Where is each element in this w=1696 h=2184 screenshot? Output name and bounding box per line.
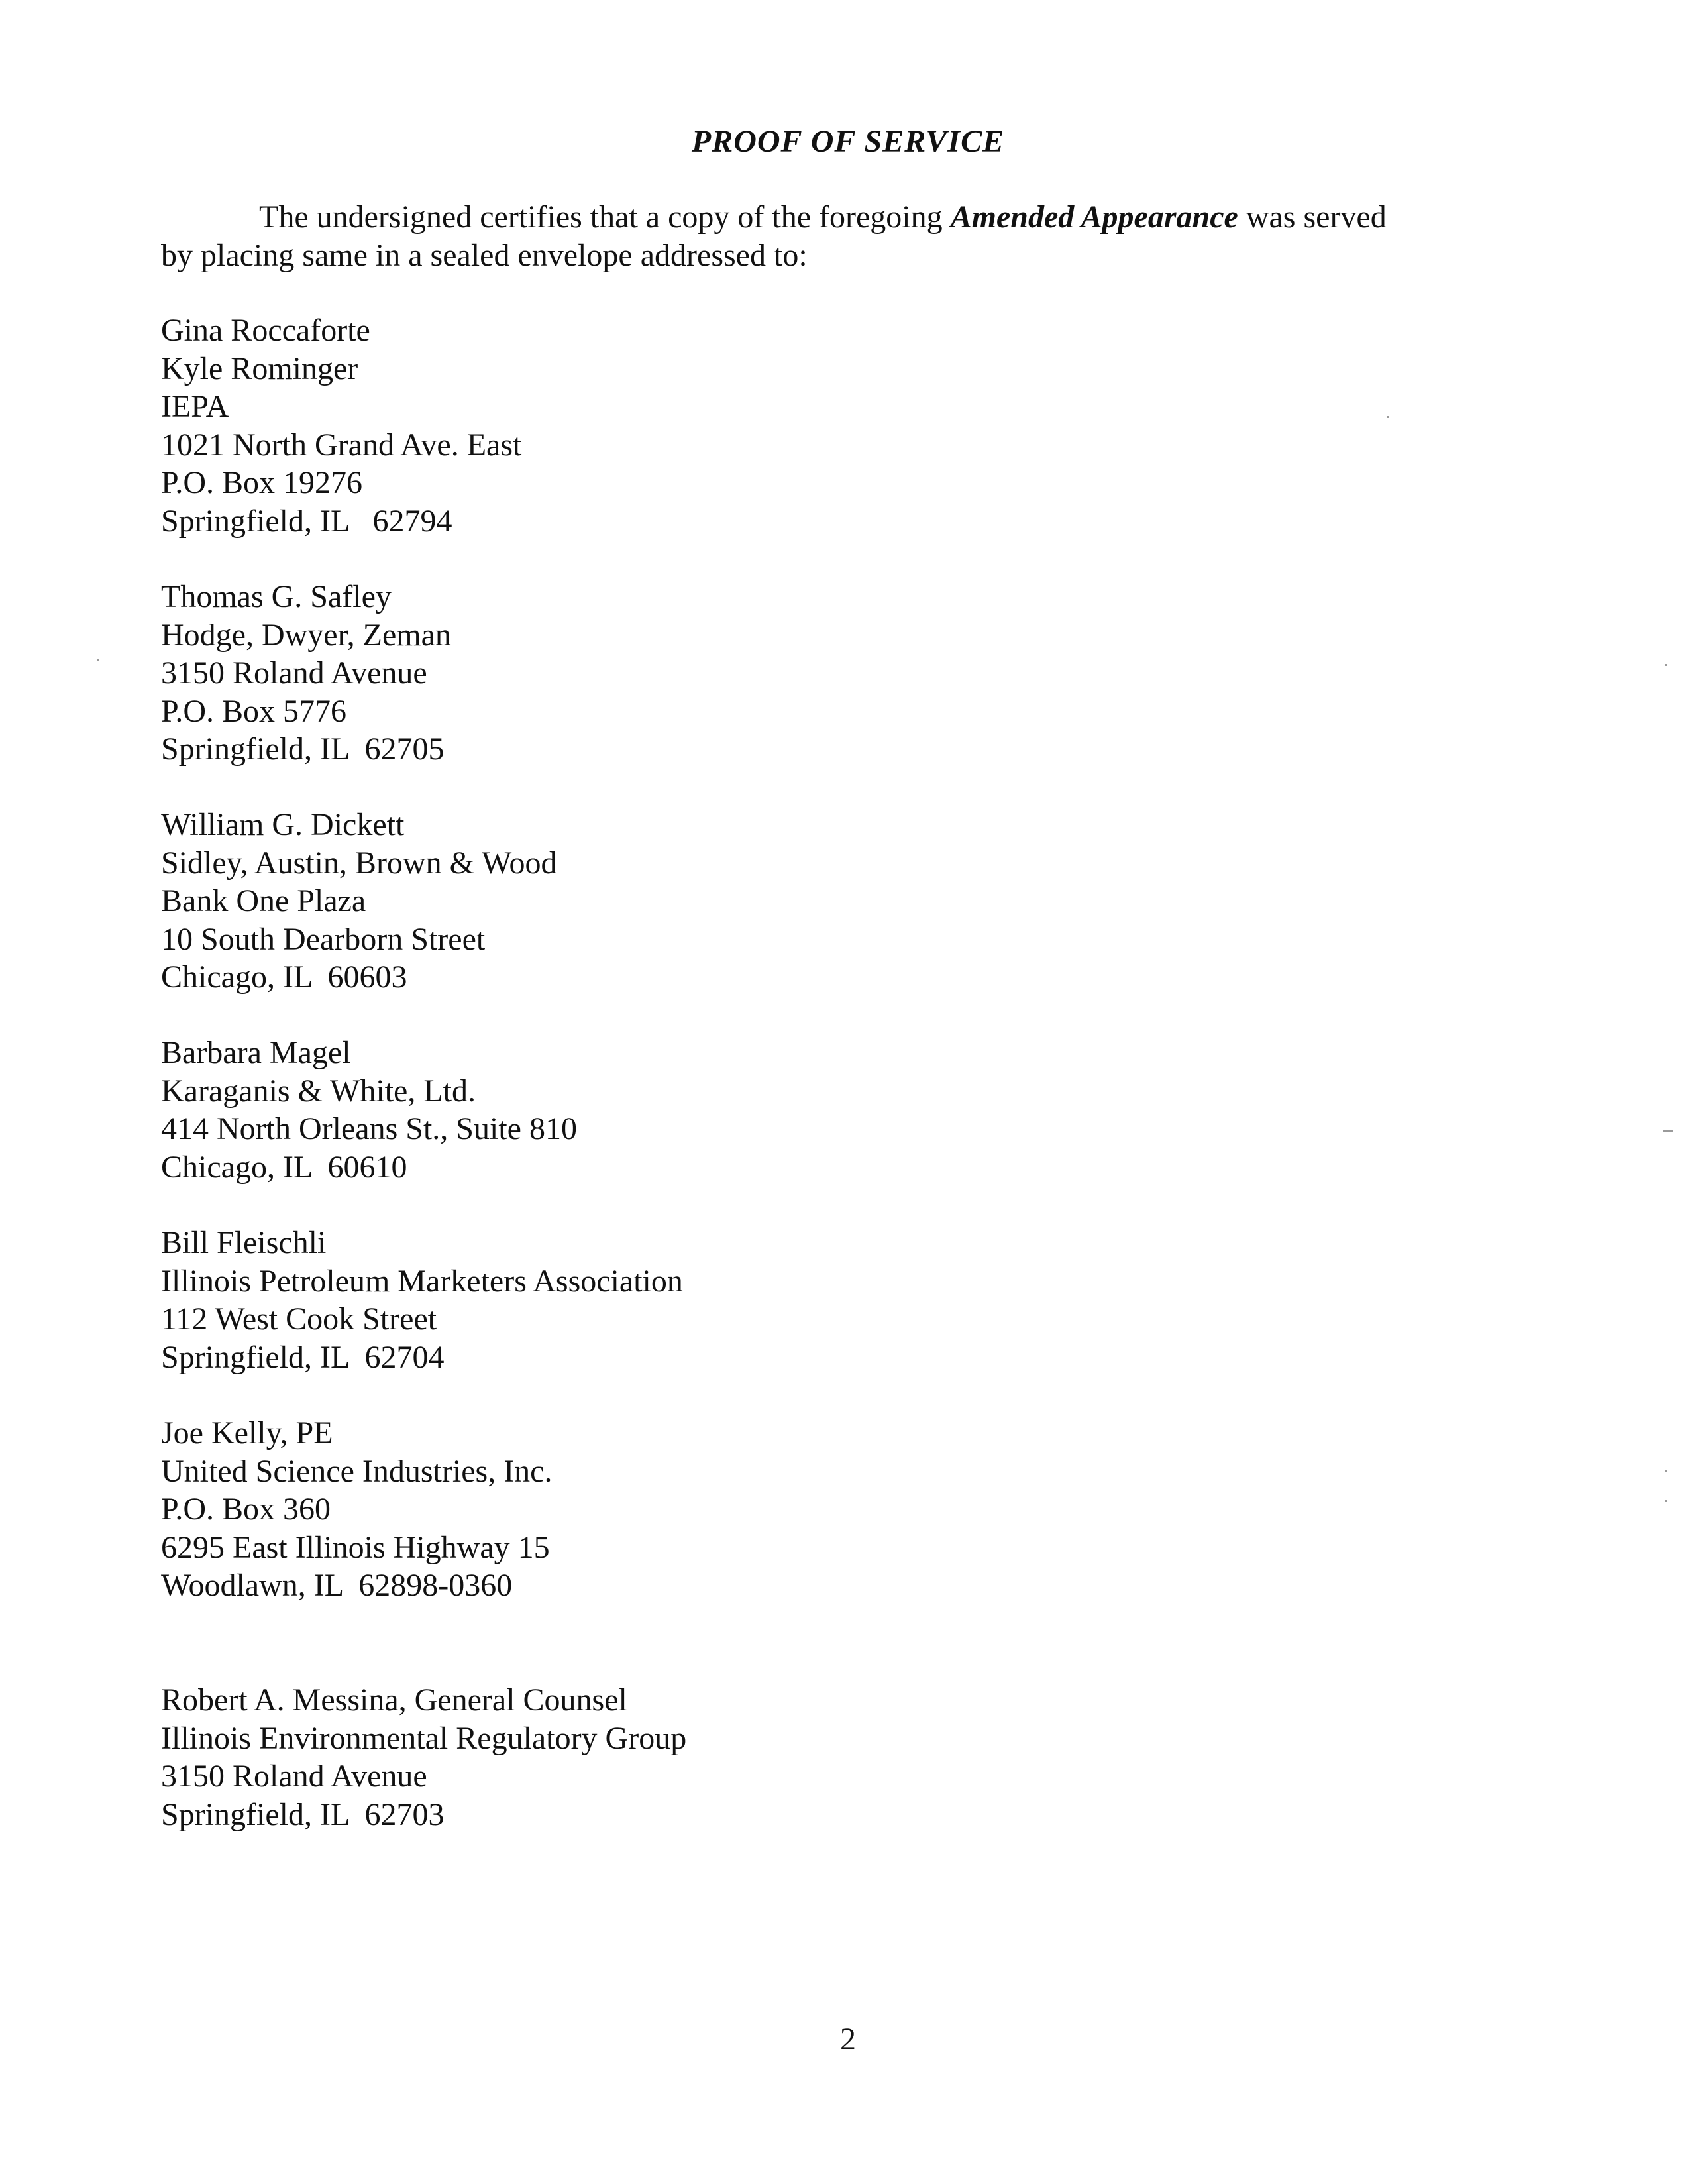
address-block-messina xyxy=(161,1681,686,1833)
address-line: Sidley, Austin, Brown & Wood xyxy=(161,845,557,881)
address-line: 6295 East Illinois Highway 15 xyxy=(161,1529,550,1565)
scan-speck xyxy=(1665,664,1667,666)
address-block-kelly xyxy=(161,1414,552,1605)
scan-speck xyxy=(97,659,99,661)
address-line: Woodlawn, IL 62898-0360 xyxy=(161,1568,513,1603)
address-line: IEPA xyxy=(161,389,229,424)
intro-text-part2: was served xyxy=(1238,199,1387,235)
document-name-emphasis: Amended Appearance xyxy=(950,199,1238,235)
page-number: 2 xyxy=(840,2022,856,2057)
scan-speck xyxy=(1665,1470,1667,1472)
address-line: Barbara Magel xyxy=(161,1035,351,1070)
scan-speck xyxy=(1665,1500,1667,1502)
address-line: Chicago, IL 60603 xyxy=(161,959,407,995)
address-line: Illinois Petroleum Marketers Association xyxy=(161,1263,683,1299)
address-line: Springfield, IL 62704 xyxy=(161,1339,445,1375)
address-block-roccaforte xyxy=(161,311,521,540)
address-line: P.O. Box 5776 xyxy=(161,693,347,729)
address-line: William G. Dickett xyxy=(161,807,405,842)
address-line: 10 South Dearborn Street xyxy=(161,921,486,957)
address-line: P.O. Box 19276 xyxy=(161,465,363,500)
address-line: Kyle Rominger xyxy=(161,351,358,386)
intro-paragraph xyxy=(161,198,1486,275)
address-line: Springfield, IL 62794 xyxy=(161,503,452,539)
intro-text-part1: The undersigned certifies that a copy of the foregoing xyxy=(259,199,951,235)
address-line: Karaganis & White, Ltd. xyxy=(161,1073,476,1109)
document-title: PROOF OF SERVICE xyxy=(691,124,1005,159)
address-line: 1021 North Grand Ave. East xyxy=(161,427,522,463)
address-line: 112 West Cook Street xyxy=(161,1301,437,1337)
address-line: Robert A. Messina, General Counsel xyxy=(161,1682,627,1718)
address-line: Springfield, IL 62705 xyxy=(161,732,445,767)
address-line: P.O. Box 360 xyxy=(161,1492,331,1527)
address-line: Illinois Environmental Regulatory Group xyxy=(161,1720,687,1756)
address-line: Gina Roccaforte xyxy=(161,313,370,348)
address-block-dickett xyxy=(161,806,557,997)
address-line: Joe Kelly, PE xyxy=(161,1415,333,1450)
address-line: Bill Fleischli xyxy=(161,1225,327,1260)
address-line: 3150 Roland Avenue xyxy=(161,655,427,690)
address-block-fleischli xyxy=(161,1224,683,1376)
address-line: Thomas G. Safley xyxy=(161,579,392,614)
intro-line-1 xyxy=(161,198,1486,237)
scan-speck xyxy=(1663,1130,1673,1132)
address-line: 414 North Orleans St., Suite 810 xyxy=(161,1111,577,1146)
address-block-safley xyxy=(161,578,451,769)
address-line: Chicago, IL 60610 xyxy=(161,1149,407,1185)
address-line: Hodge, Dwyer, Zeman xyxy=(161,617,451,653)
intro-line-2: by placing same in a sealed envelope addressed to: xyxy=(161,238,808,273)
scan-speck xyxy=(1387,416,1389,418)
address-block-magel xyxy=(161,1034,577,1186)
address-line: Bank One Plaza xyxy=(161,883,366,918)
address-line: United Science Industries, Inc. xyxy=(161,1453,553,1489)
address-line: Springfield, IL 62703 xyxy=(161,1796,445,1832)
address-line: 3150 Roland Avenue xyxy=(161,1759,427,1794)
